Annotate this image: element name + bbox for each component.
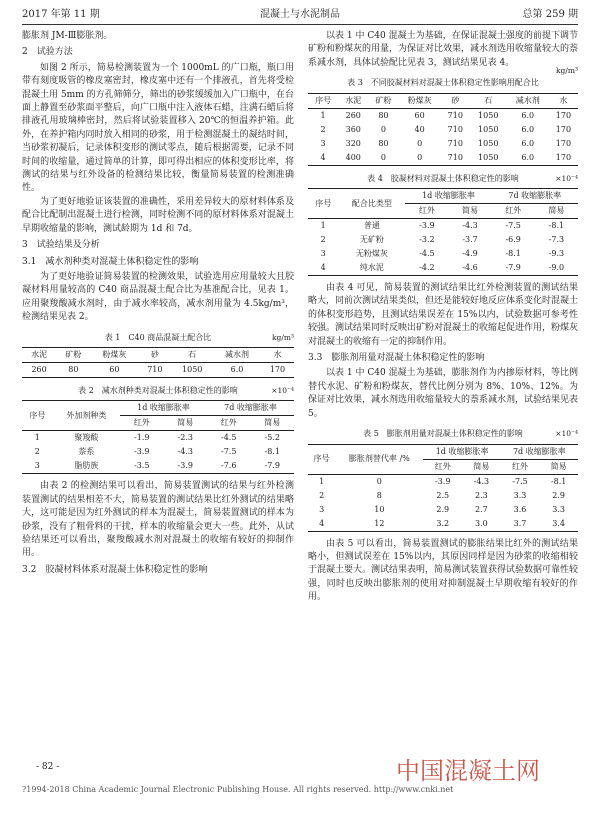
table-4: 序号 配合比类型 1d 收缩膨胀率 7d 收缩膨胀率 红外 简易 红外 简易 1 普通 -3.9 -4.3 -7.5 -8.1 2 无矿粉 -3.2 -3.7 -6.9 -7.3 3 无粉煤灰 -4.5 -4.9 -8.1 -9.3 4 纯水泥 -4.2 -4.6 -7.9 -9.0: [308, 188, 578, 276]
table5-caption: 表 5 膨胀剂用量对混凝土体积稳定性的影响 ×10⁻⁴: [308, 427, 578, 440]
subsection-heading: 3.3 膨胀剂用量对混凝土体积稳定性的影响: [308, 353, 485, 364]
table-row: 2 无矿粉 -3.2 -3.7 -6.9 -7.3: [320, 235, 565, 245]
paragraph: 膨胀剂 JM-Ⅲ膨胀剂。: [22, 31, 113, 41]
header-total-issue: 总第 259 期: [522, 9, 578, 20]
paragraph: 为了更好地验证该装置的准确性，采用差异较大的原材料体系及配合比配制出混凝土进行检测，同时检测不同的原材料体系对混凝土早期收缩量的影响，测试龄期为 1d 和 7d。: [22, 196, 294, 234]
table-row: 1 260 80 60 710 1050 6.0 170: [320, 110, 572, 120]
table-header: 矿粉: [56, 347, 90, 362]
table-header: 减水剂: [213, 347, 261, 362]
table-row: 4 400 0 0 710 1050 6.0 170: [320, 152, 572, 162]
table-row: 2 360 0 40 710 1050 6.0 170: [320, 124, 572, 134]
section-heading: 2 试验方法: [22, 47, 73, 58]
table3-caption: 表 3 不同胶凝材料对混凝土体积稳定性影响用配合比 kg/m³: [347, 66, 578, 88]
header-journal: 混凝土与水泥制品: [260, 9, 340, 20]
section-heading: 3 试验结果及分析: [22, 240, 100, 251]
copyright-footer: ?1994-2018 China Academic Journal Electronic Publishing House. All rights reserved. http://www.cnki.net: [22, 784, 454, 794]
table-row: 4 纯水泥 -4.2 -4.6 -7.9 -9.0: [320, 263, 565, 273]
page-number: - 82 -: [36, 761, 60, 772]
paragraph: 以表 1 中 C40 混凝土为基础，膨胀剂作为内掺原材料，等比例替代水泥、矿粉和粉煤灰，替代比例分别为 8%、10%、12%。为保证对比效果，减水剂选用收缩量较大的萘系减水剂，试验结果见表 5。: [308, 368, 579, 419]
table-row: 1 普通 -3.9 -4.3 -7.5 -8.1: [320, 221, 565, 231]
paragraph: 以表 1 中 C40 混凝土为基础，在保证混凝土强度的前提下调节矿粉和粉煤灰的用量，为保证对比效果，减水剂选用收缩量较大的萘系减水剂，具体试验配比见表 3，测试结果见表 4。: [308, 31, 579, 68]
table-row: 2 萘系 -3.9 -4.3 -7.5 -8.1: [34, 447, 280, 457]
table-1: [22, 347, 294, 378]
table-header: 水泥: [22, 347, 56, 362]
subsection-heading: 3.2 胶凝材料体系对混凝土体积稳定性的影响: [22, 564, 208, 575]
table-row: 3 脂肪族 -3.5 -3.9 -7.6 -7.9: [34, 461, 280, 471]
table-3: 序号 水泥 矿粉 粉煤灰 砂 石 减水剂 水 1 260 80 60 710 1050 6.0 170 2 360 0 40 710 1050 6.0 170 3 320 80 0 710 1050 6.0 170 4 400 0 0 710 1050 6.0 170: [308, 93, 578, 166]
right-column: [308, 30, 578, 605]
table3-unit: kg/m³: [556, 66, 578, 76]
table-row: 1 0 -3.9 -4.3 -7.5 -8.1: [319, 476, 567, 486]
table-row: 3 无粉煤灰 -4.5 -4.9 -8.1 -9.3: [320, 249, 565, 259]
paragraph: 由表 2 的检测结果可以看出，简易装置测试的结果与红外检测装置测试的结果相差不大，简易装置的测试结果比红外测试的结果略大，这可能是因为红外测试的样本为混凝土，简易装置测试的样本为砂浆，没有了粗骨料的干扰，样本的收缩量会更大一些。此外，从试验结果还可以看出，聚羧酸减水剂对混凝土的收缩有较好的抑制作用。: [22, 481, 294, 559]
table-header: 粉煤灰: [90, 347, 138, 362]
table4-caption: 表 4 胶凝材料对混凝土体积稳定性的影响 ×10⁻⁴: [308, 172, 578, 185]
table-row: 3 320 80 0 710 1050 6.0 170: [320, 138, 572, 148]
paragraph: 为了更好地验证简易装置的检测效果，试验选用应用量较大且胶凝材料用量较高的 C40 商品混凝土配合比为基准配合比，见表 1。应用聚羧酸减水剂时，由于减水率较高，减水剂用量为 4.5kg/m³，检测结果见表 2。: [22, 271, 294, 323]
table-row: 1 聚羧酸 -1.9 -2.3 -4.5 -5.2: [34, 433, 280, 443]
table1-caption: 表 1 C40 商品混凝土配合比 kg/m³: [22, 331, 294, 344]
table-row: 260 80 60 710 1050 6.0 170: [31, 364, 286, 374]
running-header: [22, 6, 578, 25]
paragraph: 由表 5 可以看出，简易装置测试的膨胀结果比红外的测试结果略小，但测试误差在 15%以内，其原因同样是因为砂浆的收缩相较于混凝土要大。测试结果表明，简易测试装置获得试验数据可靠性较强，同时也反映出膨胀剂的使用对抑制混凝土早期收缩有较好的作用。: [308, 538, 579, 603]
table4-unit: ×10⁻⁴: [555, 173, 578, 183]
paragraph: 如图 2 所示，简易检测装置为一个 1000mL 的广口瓶，瓶口用带有刻度吸管的橡皮塞密封，橡皮塞中还有一个排液孔，首先将受检混凝土用 5mm 的方孔筛筛分，筛出的砂浆缓缓加入广口瓶中，在台面上静置至砂浆面平整后，向广口瓶中注入液体石蜡，注满石蜡后将排液孔用玻璃棒密封，然后将试验装置移入 20℃的恒温养护箱。此外，在养护箱内同时放入相同的砂浆，用于检测混凝土的凝结时间，当砂浆初凝后，记录体积变形的测试零点，随后根据需要，记录不同时间的收缩量，通过简单的计算，即可得出相应的体积变形比率，将测试的结果与红外设备的检测结果比较，衡量简易装置的检测准确性。: [22, 62, 294, 194]
table-row: 4 12 3.2 3.0 3.7 3.4: [319, 518, 566, 528]
table-5: 序号 膨胀剂替代率 /% 1d 收缩膨胀率 7d 收缩膨胀率 红外 简易 红外 简易 1 0 -3.9 -4.3 -7.5 -8.1 2 8 2.5 2.3 3.3 2.9 3 10 2.9 2.7 3.6 3.3 4 12 3.2 3.0 3.7 3.4: [308, 444, 578, 532]
subsection-heading: 3.1 减水剂种类对混凝土体积稳定性的影响: [22, 256, 199, 267]
table-row: 2 8 2.5 2.3 3.3 2.9: [319, 490, 566, 500]
table-header: 石: [171, 347, 213, 362]
watermark-logo: 中国混凝土网: [396, 756, 540, 785]
table2-caption: 表 2 减水剂种类对混凝土体积稳定性的影响 ×10⁻⁴: [22, 384, 294, 397]
table-header: 水: [261, 347, 294, 362]
table-row: 3 10 2.9 2.7 3.6 3.3: [319, 504, 566, 514]
paragraph: 由表 4 可见，简易装置的测试结果比红外检测装置的测试结果略大，同前次测试结果类似，但还是能较好地反应体系变化时混凝土的体积变形趋势，且测试结果误差在 15%以内，试验数据可参考性较强。测试结果同时反映出矿粉对混凝土的收缩起促进作用，粉煤灰对混凝土的收缩有一定的抑制作用。: [308, 283, 579, 347]
table5-unit: ×10⁻⁴: [555, 429, 578, 439]
table1-unit: kg/m³: [272, 332, 294, 342]
table-2: 序号 外加剂种类 1d 收缩膨胀率 7d 收缩膨胀率 红外 简易 红外 简易 1 聚羧酸 -1.9 -2.3 -4.5 -5.2 2 萘系 -3.9 -4.3 -7.5 -8.1 3 脂肪族 -3.5 -3.9 -7.6 -7.9: [22, 400, 294, 474]
table2-unit: ×10⁻⁴: [271, 385, 294, 395]
left-column: [22, 30, 294, 579]
table-header: 砂: [138, 347, 171, 362]
header-issue: 2017 年第 11 期: [22, 9, 100, 20]
